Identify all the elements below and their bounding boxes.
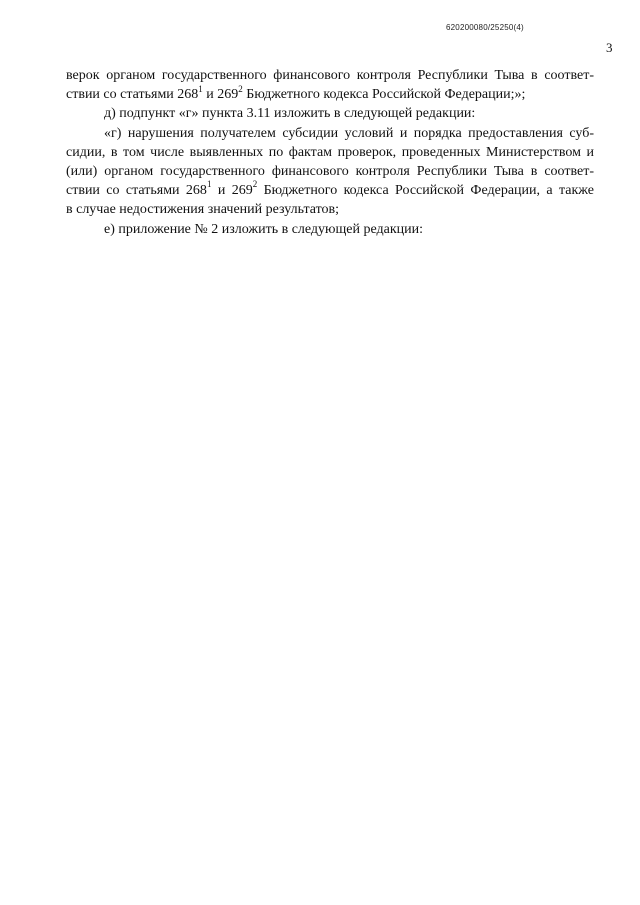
text-line: в случае недостижения значений результатов; [66,202,340,218]
text-fragment: и 269 [211,183,253,199]
text-line [66,85,594,104]
text-fragment: Бюджетного кодекса Российской Федерации;»; [242,87,526,103]
text-fragment: и 269 [202,87,239,103]
text-line: (или) органом государственного финансового контроля Республики Тыва в соответ- [66,163,594,179]
text-line: «г) нарушения получателем субсидии условий и порядка предоставления суб- [104,125,594,141]
document-body [66,66,594,239]
superscript: 1 [198,83,203,94]
superscript: 1 [206,179,212,190]
text-fragment: Бюджетного кодекса Российской Федерации, а также [257,183,595,199]
text-line: верок органом государственного финансового контроля Республики Тыва в соответ- [66,68,594,83]
text-line [66,181,594,200]
document-code: 620200080/25250(4) [446,23,524,32]
text-line: д) подпункт «г» пункта 3.11 изложить в следующей редакции: [104,106,476,122]
superscript: 2 [252,179,258,190]
text-line: е) приложение № 2 изложить в следующей редакции: [104,221,424,237]
text-line: сидии, в том числе выявленных по фактам проверок, проведенных Министерством и [66,144,594,160]
page-number: 3 [606,40,613,55]
text-fragment: ствии со статьями 268 [66,183,207,199]
superscript: 2 [238,83,243,94]
text-fragment: ствии со статьями 268 [66,87,199,103]
